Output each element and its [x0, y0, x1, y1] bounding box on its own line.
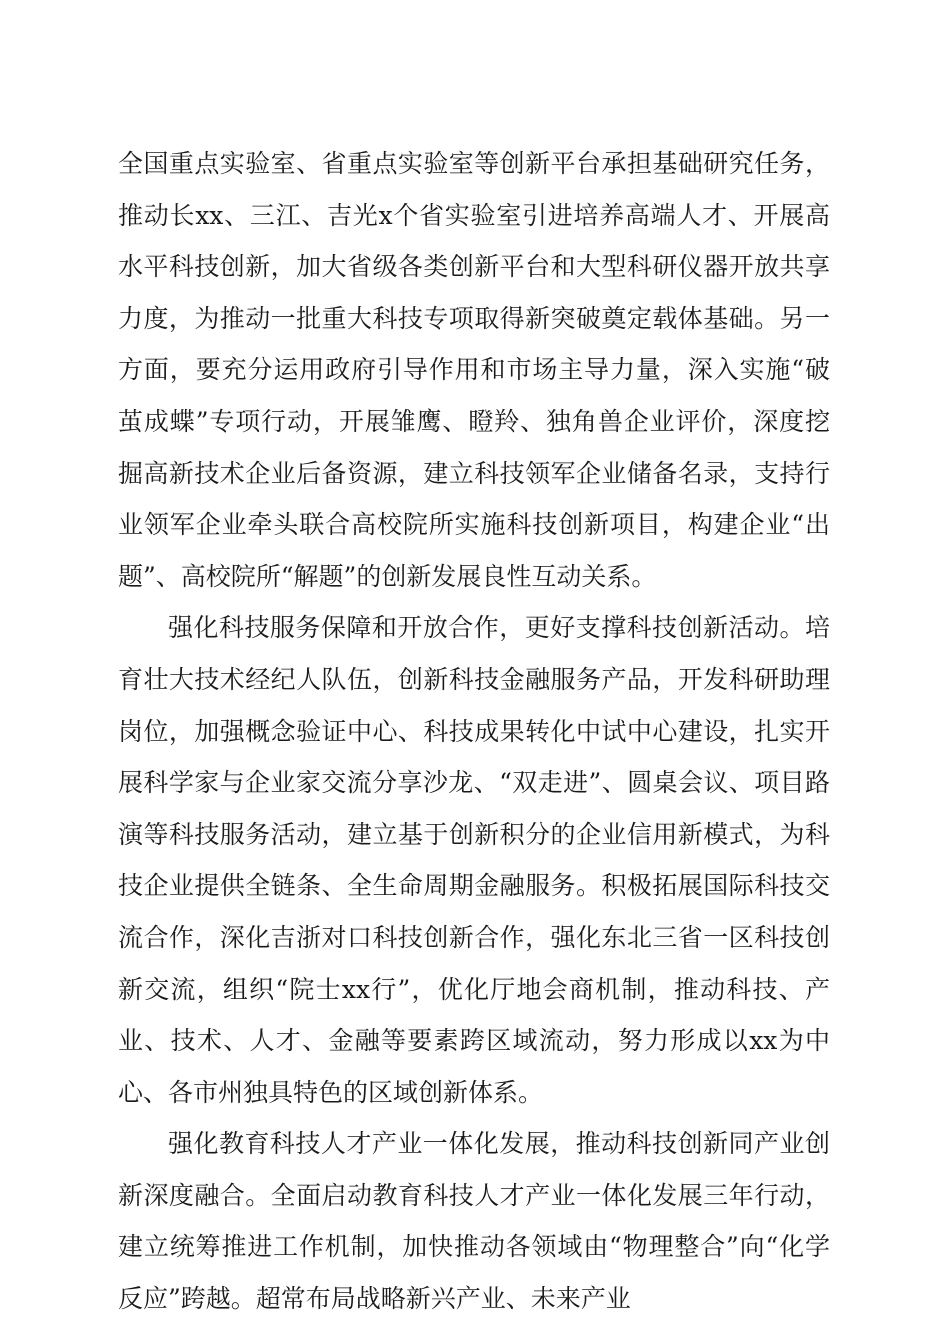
paragraph-continuation: 全国重点实验室、省重点实验室等创新平台承担基础研究任务，推动长xx、三江、吉光x个省实验室引进培养高端人才、开展高水平科技创新，加大省级各类创新平台和大型科研仪器开放共享力度，为推动一批重大科技专项取得新突破奠定载体基础。另一方面，要充分运用政府引导作用和市场主导力量，深入实施“破茧成蝶”专项行动，开展雏鹰、瞪羚、独角兽企业评价，深度挖掘高新技术企业后备资源，建立科技领军企业储备名录，支持行业领军企业牵头联合高校院所实施科技创新项目，构建企业“出题”、高校院所“解题”的创新发展良性互动关系。	[118, 149, 830, 591]
document-body	[118, 138, 830, 1325]
paragraph-tech-services: 强化科技服务保障和开放合作，更好支撑科技创新活动。培育壮大技术经纪人队伍，创新科技金融服务产品，开发科研助理岗位，加强概念验证中心、科技成果转化中试中心建设，扎实开展科学家与企业家交流分享沙龙、“双走进”、圆桌会议、项目路演等科技服务活动，建立基于创新积分的企业信用新模式，为科技企业提供全链条、全生命周期金融服务。积极拓展国际科技交流合作，深化吉浙对口科技创新合作，强化东北三省一区科技创新交流，组织“院士xx行”，优化厅地会商机制，推动科技、产业、技术、人才、金融等要素跨区域流动，努力形成以xx为中心、各市州独具特色的区域创新体系。	[118, 613, 830, 1107]
paragraph-integration: 强化教育科技人才产业一体化发展，推动科技创新同产业创新深度融合。全面启动教育科技人才产业一体化发展三年行动，建立统筹推进工作机制，加快推动各领域由“物理整合”向“化学反应”跨越。超常布局战略新兴产业、未来产业	[118, 1129, 830, 1314]
